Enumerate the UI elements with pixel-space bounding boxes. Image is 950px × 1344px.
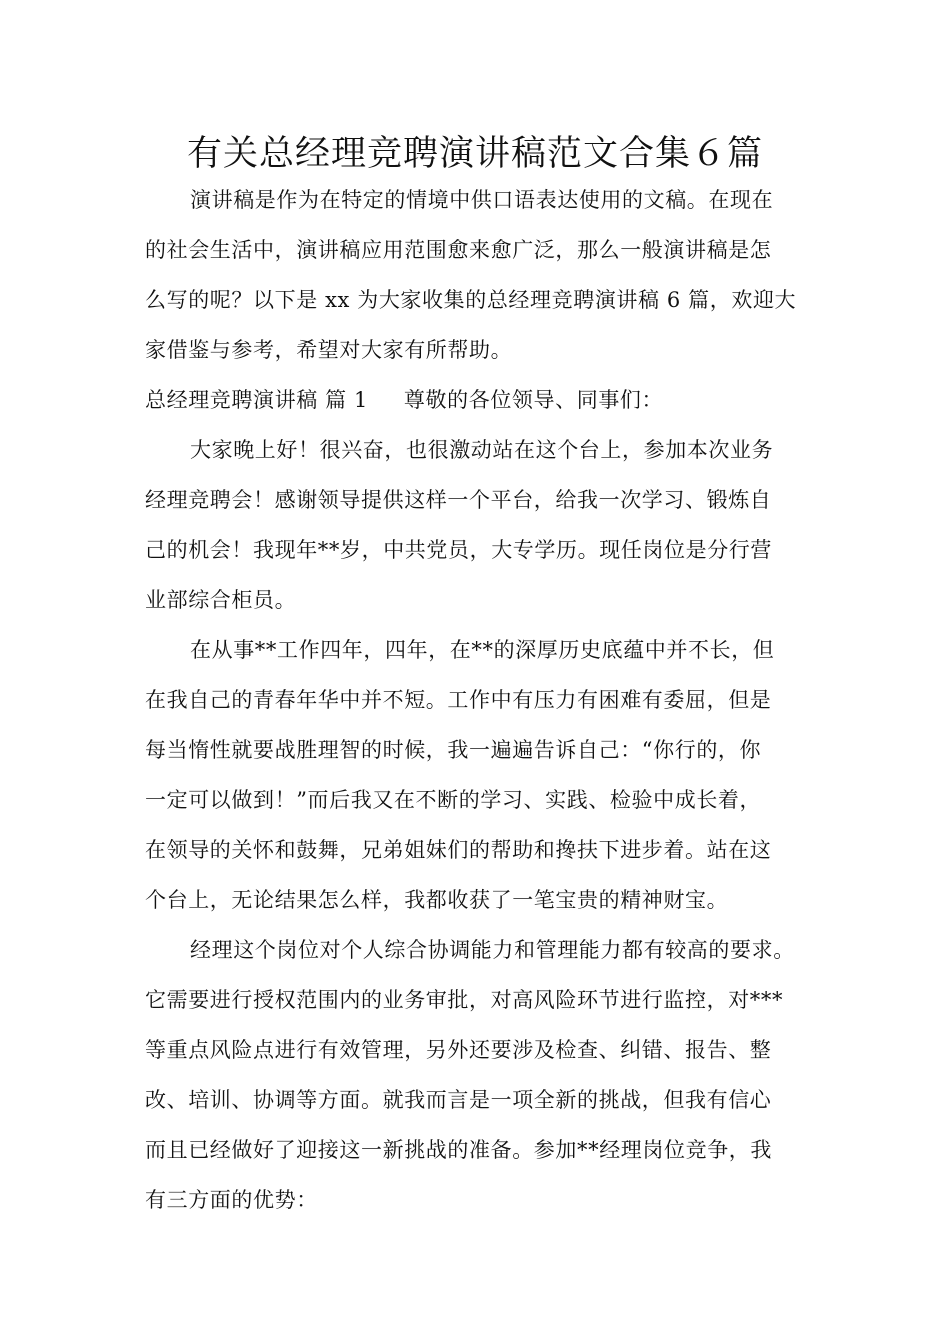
paragraph-line: 每当惰性就要战胜理智的时候，我一遍遍告诉自己：“你行的，你: [145, 738, 762, 762]
paragraph-line: 在从事**工作四年，四年，在**的深厚历史底蕴中并不长，但: [190, 638, 775, 662]
section-heading: 总经理竞聘演讲稿 篇 1: [145, 388, 368, 412]
paragraph-line: 而且已经做好了迎接这一新挑战的准备。参加**经理岗位竞争，我: [145, 1138, 772, 1162]
paragraph-line: 大家晚上好！很兴奋，也很激动站在这个台上，参加本次业务: [190, 438, 774, 462]
paragraph-line: 经理这个岗位对个人综合协调能力和管理能力都有较高的要求。: [190, 938, 795, 962]
paragraph-line: 一定可以做到！”而后我又在不断的学习、实践、检验中成长着，: [145, 788, 762, 812]
paragraph-line: 有三方面的优势：: [145, 1188, 318, 1212]
paragraph-line: 演讲稿是作为在特定的情境中供口语表达使用的文稿。在现在: [190, 188, 774, 212]
paragraph-line: 经理竞聘会！感谢领导提供这样一个平台，给我一次学习、锻炼自: [145, 488, 772, 512]
section-heading-line: [145, 385, 845, 415]
salutation: 尊敬的各位领导、同事们：: [403, 388, 664, 412]
paragraph-line: 的社会生活中，演讲稿应用范围愈来愈广泛，那么一般演讲稿是怎: [145, 238, 772, 262]
paragraph-line: 家借鉴与参考，希望对大家有所帮助。: [145, 338, 513, 362]
paragraph-line: 它需要进行授权范围内的业务审批，对高风险环节进行监控，对***: [145, 988, 784, 1012]
paragraph-line: 在我自己的青春年华中并不短。工作中有压力有困难有委屈，但是: [145, 688, 772, 712]
paragraph-line: 在领导的关怀和鼓舞，兄弟姐妹们的帮助和搀扶下进步着。站在这: [145, 838, 772, 862]
paragraph-line: 改、培训、协调等方面。就我而言是一项全新的挑战，但我有信心: [145, 1088, 772, 1112]
paragraph-line: 业部综合柜员。: [145, 588, 297, 612]
paragraph-line: 等重点风险点进行有效管理，另外还要涉及检查、纠错、报告、整: [145, 1038, 772, 1062]
paragraph-line: 个台上，无论结果怎么样，我都收获了一笔宝贵的精神财宝。: [145, 888, 729, 912]
document-title: 有关总经理竞聘演讲稿范文合集６篇: [186, 134, 763, 174]
paragraph-line: 么写的呢？以下是 xx 为大家收集的总经理竞聘演讲稿 6 篇，欢迎大: [145, 288, 797, 312]
paragraph-line: 己的机会！我现年**岁，中共党员，大专学历。现任岗位是分行营: [145, 538, 772, 562]
